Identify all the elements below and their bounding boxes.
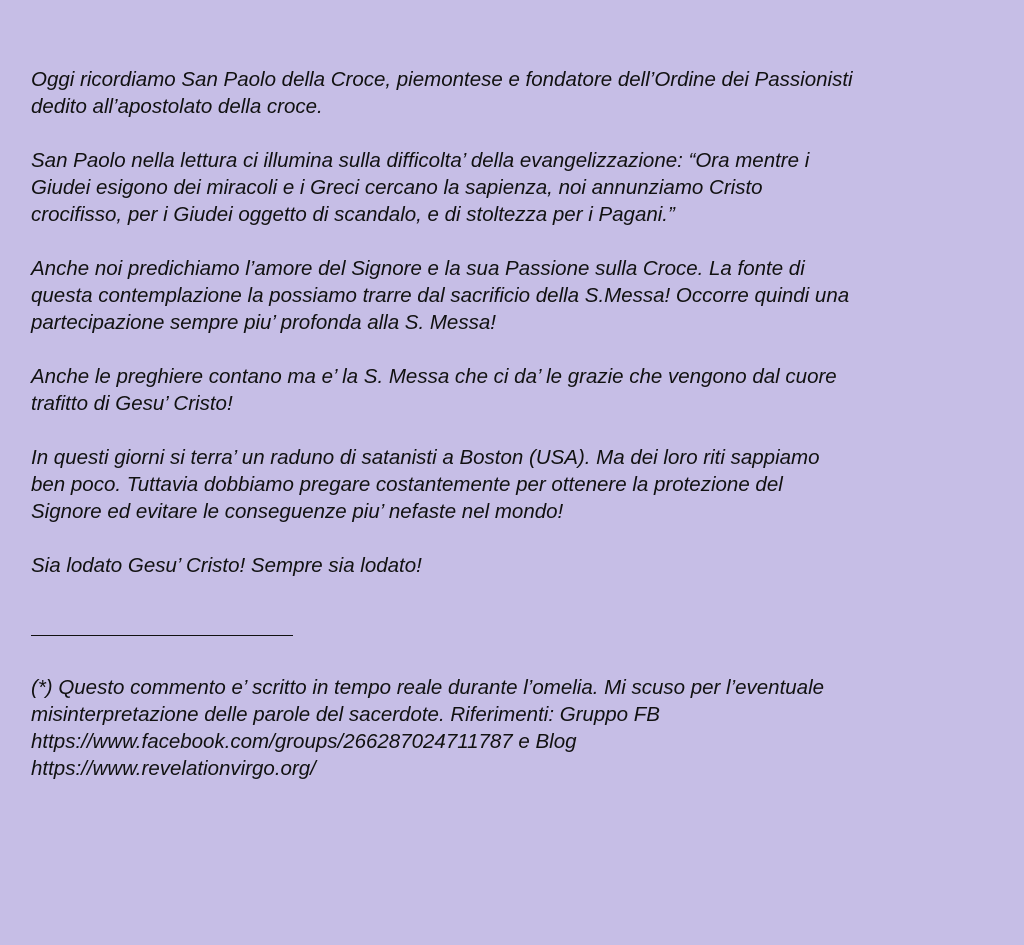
footnote-line: (*) Questo commento e’ scritto in tempo reale durante l’omelia. Mi scuso per l’eventuale — [31, 676, 825, 699]
text-line: questa contemplazione la possiamo trarre dal sacrificio della S.Messa! Occorre quindi una — [31, 284, 850, 307]
paragraph-boston — [31, 444, 991, 525]
paragraph-prayers — [31, 363, 991, 417]
footnote-line: misinterpretazione delle parole del sacerdote. Riferimenti: Gruppo FB — [31, 703, 660, 726]
paragraph-intro — [31, 66, 991, 120]
text-line: Signore ed evitare le conseguenze piu’ nefaste nel mondo! — [31, 500, 564, 523]
footnote — [31, 674, 991, 782]
footnote-divider — [31, 635, 293, 636]
text-line: Anche le preghiere contano ma e’ la S. Messa che ci da’ le grazie che vengono dal cuore — [31, 365, 837, 388]
text-line: ben poco. Tuttavia dobbiamo pregare costantemente per ottenere la protezione del — [31, 473, 783, 496]
blog-link[interactable]: https://www.revelationvirgo.org/ — [31, 757, 316, 780]
text-line: dedito all’apostolato della croce. — [31, 95, 323, 118]
paragraph-reading — [31, 147, 991, 228]
text-line: In questi giorni si terra’ un raduno di satanisti a Boston (USA). Ma dei loro riti sappiamo — [31, 446, 820, 469]
homily-document — [31, 66, 991, 782]
paragraph-closing — [31, 552, 991, 579]
text-line: Giudei esigono dei miracoli e i Greci cercano la sapienza, noi annunziamo Cristo — [31, 176, 763, 199]
text-line: Oggi ricordiamo San Paolo della Croce, piemontese e fondatore dell’Ordine dei Passionisti — [31, 68, 853, 91]
paragraph-preaching — [31, 255, 991, 336]
text-line: San Paolo nella lettura ci illumina sulla difficolta’ della evangelizzazione: “Ora mentre i — [31, 149, 810, 172]
text-line: Anche noi predichiamo l’amore del Signore e la sua Passione sulla Croce. La fonte di — [31, 257, 805, 280]
text-line: trafitto di Gesu’ Cristo! — [31, 392, 233, 415]
text-line: Sia lodato Gesu’ Cristo! Sempre sia lodato! — [31, 554, 422, 577]
text-line: partecipazione sempre piu’ profonda alla S. Messa! — [31, 311, 496, 334]
facebook-group-link[interactable]: https://www.facebook.com/groups/266287024711787 e Blog — [31, 730, 577, 753]
text-line: crocifisso, per i Giudei oggetto di scandalo, e di stoltezza per i Pagani.” — [31, 203, 675, 226]
